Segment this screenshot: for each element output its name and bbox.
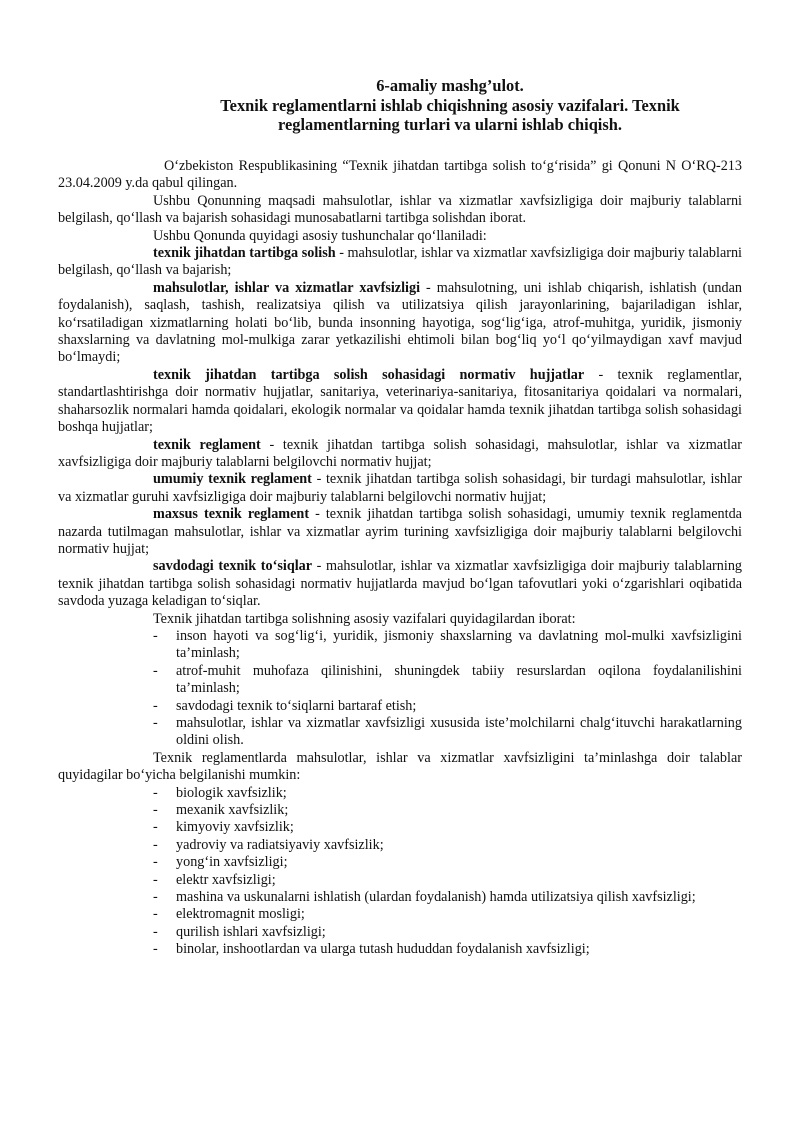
list-marker: -	[153, 871, 158, 888]
definition-term: umumiy texnik reglament	[153, 471, 312, 488]
list-marker: -	[153, 697, 158, 714]
list-item	[58, 698, 742, 715]
intro-paragraph: Ushbu Qonunning maqsadi mahsulotlar, ishlar va xizmatlar xavfsizligiga doir majburiy talablarni belgilash, qo‘llash va bajarish sohasidagi munosabatlarni tartibga solishdan iborat.	[58, 192, 742, 227]
intro-paragraph: Ushbu Qonunda quyidagi asosiy tushunchalar qo‘llaniladi:	[153, 227, 487, 244]
definition-term: maxsus texnik reglament	[153, 506, 310, 523]
definition-text: - texnik jihatdan tartibga solish sohasidagi, umumiy texnik reglamentda nazarda tutilmagan mahsulotlar, ishlar va xizmatlar ayrim turining xavfsizligiga doir majburiy talablarni belgilovchi normativ hujjat;	[58, 506, 742, 557]
list-item-text: atrof-muhit muhofaza qilinishini, shuningdek tabiiy resurslardan oqilona foydalanilishini ta’minlash;	[176, 662, 742, 697]
list-marker: -	[153, 854, 158, 871]
definition-paragraph	[58, 367, 742, 437]
list-item-text: savdodagi texnik to‘siqlarni bartaraf etish;	[176, 697, 417, 714]
list-item	[58, 802, 742, 819]
list-item	[58, 854, 742, 871]
list-item	[58, 941, 742, 958]
document-body	[58, 158, 742, 959]
intro-paragraph: O‘zbekiston Respublikasining “Texnik jihatdan tartibga solish to‘g‘risida” gi Qonuni N O‘RQ-213 23.04.2009 y.da qabul qilingan.	[58, 158, 742, 192]
list-item-text: qurilish ishlari xavfsizligi;	[176, 923, 326, 940]
list-marker: -	[153, 836, 158, 853]
list-marker: -	[153, 941, 158, 958]
tasks-intro: Texnik jihatdan tartibga solishning asosiy vazifalari quyidagilardan iborat:	[153, 610, 576, 627]
list-item-text: inson hayoti va sog‘lig‘i, yuridik, jismoniy shaxslarning va davlatning mol-mulki xavfsizligini ta’minlash;	[176, 627, 742, 662]
list-item	[58, 889, 742, 906]
list-marker: -	[153, 662, 158, 679]
list-marker: -	[153, 819, 158, 836]
list-item	[58, 628, 742, 663]
safety-list	[58, 785, 742, 959]
definition-paragraph	[58, 558, 742, 610]
title-line: 6-amaliy mashg’ulot.	[376, 76, 524, 95]
list-item-text: elektromagnit mosligi;	[176, 906, 305, 923]
definition-term: mahsulotlar, ishlar va xizmatlar xavfsizligi	[153, 279, 421, 296]
list-item-text: mexanik xavfsizlik;	[176, 802, 289, 819]
list-item-text: mahsulotlar, ishlar va xizmatlar xavfsizligi xususida iste’molchilarni chalg‘ituvchi harakatlarning oldini olish.	[176, 715, 742, 749]
list-marker: -	[153, 889, 158, 906]
definition-paragraph	[58, 280, 742, 367]
definition-text: - texnik reglamentlar, standartlashtirishga doir normativ hujjatlar, sanitariya, veterinariya-sanitariya, fitosanitariya qoidalari va normalari, shaharsozlik normalari hamda qoidalari, ekologik normalar va qoidalar hamda texnik jihatdan tartibga solish sohasidagi boshqa hujjatlar;	[58, 366, 742, 436]
definition-term: texnik jihatdan tartibga solish sohasidagi normativ hujjatlar	[153, 366, 585, 383]
definition-paragraph	[58, 245, 742, 280]
definition-paragraph	[58, 506, 742, 558]
list-marker: -	[153, 784, 158, 801]
definition-paragraph	[58, 437, 742, 472]
list-item	[58, 872, 742, 889]
list-item	[58, 906, 742, 923]
list-item-text: yadroviy va radiatsiyaviy xavfsizlik;	[176, 836, 384, 853]
definition-text: - mahsulotlar, ishlar va xizmatlar xavfsizligiga doir majburiy talablarni belgilash, qo‘llash va bajarish;	[58, 245, 743, 279]
definition-term: texnik reglament	[153, 436, 261, 453]
list-item-text: mashina va uskunalarni ishlatish (ulardan foydalanish) hamda utilizatsiya qilish xavfsizligi;	[176, 889, 696, 906]
list-item	[58, 924, 742, 941]
tasks-list	[58, 628, 742, 750]
definition-term: texnik jihatdan tartibga solish	[153, 245, 336, 262]
list-marker: -	[153, 802, 158, 819]
document-title	[150, 76, 750, 135]
definition-term: savdodagi texnik to‘siqlar	[153, 558, 313, 575]
list-item	[58, 663, 742, 698]
title-line: reglamentlarning turlari va ularni ishlab chiqish.	[278, 115, 622, 134]
definition-text: - mahsulotlar, ishlar va xizmatlar xavfsizligiga doir majburiy talablarning texnik jihatdan tartibga solish sohasidagi normativ hujjatlarda mavjud bo‘lgan tafovutlari yoki o‘zgarishlari oqibatida savdoda yuzaga keladigan to‘siqlar.	[58, 558, 743, 610]
list-marker: -	[153, 906, 158, 923]
definition-text: - texnik jihatdan tartibga solish sohasidagi, bir turdagi mahsulotlar, ishlar va xizmatlar guruhi xavfsizligiga doir majburiy talablarni belgilovchi normativ hujjat;	[58, 471, 742, 505]
list-item-text: yong‘in xavfsizligi;	[176, 854, 288, 871]
list-item	[58, 837, 742, 854]
list-item	[58, 785, 742, 802]
list-marker: -	[153, 627, 158, 644]
safety-intro: Texnik reglamentlarda mahsulotlar, ishlar va xizmatlar xavfsizligini ta’minlashga doir talablar quyidagilar bo‘yicha belgilanishi mumkin:	[58, 749, 742, 784]
list-item-text: binolar, inshootlardan va ularga tutash hududdan foydalanish xavfsizligi;	[176, 941, 590, 958]
title-line: Texnik reglamentlarni ishlab chiqishning asosiy vazifalari. Texnik	[220, 95, 680, 115]
list-item	[58, 715, 742, 750]
list-item-text: kimyoviy xavfsizlik;	[176, 819, 294, 836]
list-item	[58, 819, 742, 836]
definition-text: - mahsulotning, uni ishlab chiqarish, ishlatish (undan foydalanish), saqlash, tashish, realizatsiya qilish va utilizatsiya qilish jarayonlarining, bajariladigan ishlar, ko‘rsatiladigan xizmatlarning holati bo‘lib, bunda insonning hayotiga, sog‘lig‘iga, atrof-muhitga, yuridik, jismoniy shaxslarning va davlatning mol-mulkiga zarar yetkazilishi ehtimoli bilan bog‘liq yo‘l qo‘yilmaydigan xavf mavjud bo‘lmaydi;	[58, 279, 742, 366]
list-marker: -	[153, 923, 158, 940]
list-marker: -	[153, 715, 158, 731]
definition-text: - texnik jihatdan tartibga solish sohasidagi, mahsulotlar, ishlar va xizmatlar xavfsizligiga doir majburiy talablarni belgilovchi normativ hujjat;	[58, 436, 742, 470]
definition-paragraph	[58, 471, 742, 506]
list-item-text: elektr xavfsizligi;	[176, 871, 276, 888]
list-item-text: biologik xavfsizlik;	[176, 784, 287, 801]
